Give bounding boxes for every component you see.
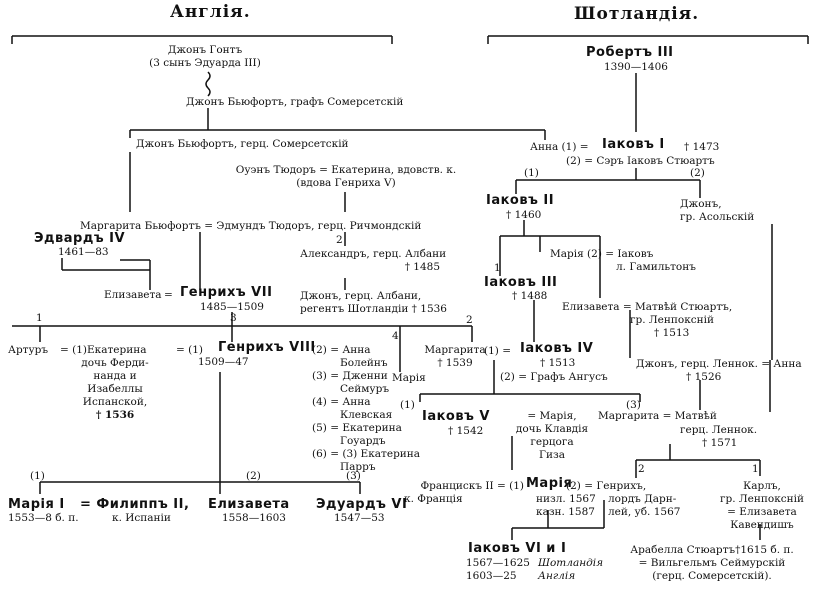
margaret-tudor xyxy=(420,344,490,370)
elizabeth-stewart-line-2: гр. Ленпоксній xyxy=(630,314,714,326)
john-gaunt-name: Джонъ Гонтъ xyxy=(167,44,243,56)
wife-4: (4) = Анна xyxy=(312,396,371,408)
james-vi-realm-england: Англія xyxy=(538,570,576,582)
darnley-line-1: лордъ Дарн- xyxy=(608,493,677,505)
elizabeth-i-years: 1558—1603 xyxy=(222,512,286,524)
wife-6: (6) = (3) Екатерина xyxy=(312,448,421,460)
james-iv-death: † 1513 xyxy=(540,357,576,369)
matthew-lennox-title: герц. Леннок. xyxy=(680,424,758,436)
james-vi-reign-england: 1603—25 xyxy=(466,570,517,582)
elizabeth-york: Елизавета xyxy=(104,289,162,301)
charles-lennox-wife: = Елизавета xyxy=(727,506,797,518)
henry-vii: Генрихъ VII xyxy=(180,285,273,300)
james-iii-death: † 1488 xyxy=(512,290,548,302)
mary-stuart-executed-text: казн. 1587 xyxy=(536,506,595,518)
elizabeth-stewart-line-1: Елизавета = Матвѣй Стюартъ, xyxy=(562,301,733,313)
marker-3a: (3) xyxy=(626,399,641,411)
charles-lennox xyxy=(712,480,812,532)
arabella-line-3: (герц. Сомерсетскій). xyxy=(652,570,772,582)
catherine-aragon xyxy=(60,344,170,422)
marker-n2c: 2 xyxy=(638,463,645,475)
anna-james-i: Анна (1) = xyxy=(530,141,589,153)
francis-ii-name: Францискъ II = (1) xyxy=(420,480,524,492)
wife-3: (3) = Дженни xyxy=(312,370,388,382)
mary-hamilton xyxy=(550,248,696,274)
arabella-stuart xyxy=(612,544,812,583)
owen-tudor xyxy=(226,164,466,190)
marker-n4a: 4 xyxy=(392,330,399,342)
mary-i-years: 1553—8 б. п. xyxy=(8,512,79,524)
header-scotland: Шотландія. xyxy=(574,4,700,24)
margaret-beaufort: Маргарита Бьюфортъ = Эдмундъ Тюдоръ, герц. Ричмондскій xyxy=(80,220,422,232)
marker-1a: (1) xyxy=(524,167,539,179)
francis-ii xyxy=(404,480,524,506)
wife-5-name: Гоуардъ xyxy=(340,435,386,447)
marker-2a: (2) xyxy=(690,167,705,179)
robert-iii-years: 1390—1406 xyxy=(604,61,668,73)
wife-4-name: Клевская xyxy=(340,409,393,421)
catherine-line-2: дочь Ферди- xyxy=(81,357,149,369)
james-i-death: † 1473 xyxy=(684,141,720,153)
john-albany-note: регентъ Шотландіи † 1536 xyxy=(300,303,447,315)
james-ii: Іаковъ II xyxy=(486,193,555,208)
catherine-line-6: † 1536 xyxy=(95,409,135,421)
darnley xyxy=(608,493,680,519)
margaret-tudor-death: † 1539 xyxy=(437,357,473,369)
marker-n2a: 2 xyxy=(336,234,343,246)
john-lennox-line-1: Джонъ, герц. Леннок. = Анна xyxy=(636,358,802,370)
mary-hamilton-line-2: л. Гамильтонъ xyxy=(616,261,696,273)
mary-guise xyxy=(502,410,602,462)
marker-n3a: 3 xyxy=(230,312,237,324)
charles-lennox-name: Карлъ, xyxy=(743,480,781,492)
james-vi-reign-scotland: 1567—1625 xyxy=(466,557,530,569)
marriage-sign: = xyxy=(164,289,173,301)
mary-stuart: Марія xyxy=(526,476,573,491)
marker-1c: (1) xyxy=(30,470,45,482)
marker-2b: (2) xyxy=(246,470,261,482)
margaret-tudor-name: Маргарита xyxy=(424,344,486,356)
marker-3b: (3) xyxy=(346,470,361,482)
angus: (2) = Графъ Ангусъ xyxy=(500,371,608,383)
james-ii-death: † 1460 xyxy=(506,209,542,221)
margaret-lennox: Маргарита = Матвѣй xyxy=(598,410,717,422)
john-atholl xyxy=(680,198,780,224)
catherine-line-3: нанда и xyxy=(93,370,137,382)
owen-tudor-name: Оуэнъ Тюдоръ = Екатерина, вдовств. к. xyxy=(235,164,457,176)
mary-stuart-marriage: (2) = Генрихъ, xyxy=(566,480,647,492)
john-atholl-name: Джонъ, xyxy=(680,198,722,210)
philip-ii-sub: к. Испаніи xyxy=(112,512,171,524)
alexander-albany-name: Александръ, герц. Албани xyxy=(300,248,447,260)
john-lennox xyxy=(636,358,802,384)
arabella-line-1: Арабелла Стюартъ†1615 б. п. xyxy=(630,544,794,556)
marker-n1b: 1 xyxy=(36,312,43,324)
catherine-line-4: Изабеллы xyxy=(87,383,143,395)
mary-guise-line-1: = Марія, xyxy=(527,410,577,422)
marker-1b: (1) xyxy=(400,399,415,411)
maria-short: Марія xyxy=(392,372,426,384)
henry-vii-years: 1485—1509 xyxy=(200,301,264,313)
wife-2-name: Болейнъ xyxy=(340,357,388,369)
alexander-albany-death: † 1485 xyxy=(404,261,440,273)
edward-vi: Эдуардъ VI xyxy=(316,497,408,512)
henry-viii-years: 1509—47 xyxy=(198,356,249,368)
james-stewart: (2) = Сэръ Іаковъ Стюартъ xyxy=(566,155,715,167)
marker-n2b: 2 xyxy=(466,314,473,326)
james-iv: Іаковъ IV xyxy=(520,341,594,356)
edward-vi-years: 1547—53 xyxy=(334,512,385,524)
edward-iv: Эдвардъ IV xyxy=(34,231,126,246)
arabella-line-2: = Вильгельмъ Сеймурскій xyxy=(638,557,786,569)
henry-viii: Генрихъ VIII xyxy=(218,340,316,355)
james-iii: Іаковъ III xyxy=(484,275,558,290)
charles-lennox-wife-name: Кавендишъ xyxy=(730,519,794,531)
mary-hamilton-line-1: Марія (2) = Іаковъ xyxy=(550,248,654,260)
matthew-lennox xyxy=(680,424,757,450)
mary-guise-line-2: дочь Клавдія xyxy=(515,423,589,435)
james-vi: Іаковъ VI и I xyxy=(468,541,567,556)
mary-stuart-deposed-text: низл. 1567 xyxy=(536,493,596,505)
darnley-line-2: лей, уб. 1567 xyxy=(608,506,681,518)
james-iv-pre: (1) = xyxy=(484,345,512,357)
james-vi-realm xyxy=(538,557,603,583)
mary-guise-line-4: Гиза xyxy=(539,449,565,461)
header-england: Англія. xyxy=(170,2,251,22)
james-i: Іаковъ I xyxy=(602,137,665,152)
john-beaufort-earl: Джонъ Бьюфортъ, графъ Сомерсетскій xyxy=(186,96,404,108)
mary-i: Марія I xyxy=(8,497,65,512)
james-v-death: † 1542 xyxy=(448,425,484,437)
robert-iii: Робертъ III xyxy=(586,45,674,60)
marker-n1a: 1 xyxy=(494,262,501,274)
alexander-albany xyxy=(300,248,447,274)
elizabeth-stewart-line-3: † 1513 xyxy=(654,327,690,339)
james-vi-reign xyxy=(466,557,530,583)
francis-ii-title: к. Франція xyxy=(404,493,463,505)
owen-tudor-note: (вдова Генриха V) xyxy=(296,177,396,189)
john-albany xyxy=(300,290,480,316)
matthew-lennox-death: † 1571 xyxy=(702,437,738,449)
john-beaufort-duke: Джонъ Бьюфортъ, герц. Сомерсетскій xyxy=(136,138,349,150)
catherine-line-5: Испанской, xyxy=(82,396,148,408)
john-atholl-title: гр. Асольскій xyxy=(680,211,755,223)
elizabeth-stewart xyxy=(562,301,732,340)
wife-3-name: Сеймуръ xyxy=(340,383,389,395)
charles-lennox-title: гр. Ленпоксній xyxy=(720,493,804,505)
james-vi-realm-scotland: Шотландія xyxy=(538,557,604,569)
wife-2: (2) = Анна xyxy=(312,344,371,356)
wife-6-name: Парръ xyxy=(340,461,376,473)
henry-viii-prefix: = (1) xyxy=(176,344,204,356)
arthur: Артуръ xyxy=(8,344,49,356)
mary-stuart-dates xyxy=(566,480,646,493)
mary-guise-line-3: герцога xyxy=(530,436,574,448)
john-lennox-line-2: † 1526 xyxy=(686,371,722,383)
john-gaunt-note: (3 сынъ Эдуарда III) xyxy=(149,57,261,69)
elizabeth-i: Елизавета xyxy=(208,497,290,512)
john-albany-name: Джонъ, герц. Албани, xyxy=(300,290,422,302)
marker-n1c: 1 xyxy=(752,463,759,475)
john-gaunt xyxy=(130,44,280,70)
james-v: Іаковъ V xyxy=(422,409,490,424)
wife-5: (5) = Екатерина xyxy=(312,422,402,434)
catherine-line-1: = (1)Екатерина xyxy=(60,344,147,356)
philip-ii: = Филиппъ II, xyxy=(80,497,190,512)
mary-stuart-deposed xyxy=(536,493,596,519)
edward-iv-years: 1461—83 xyxy=(58,246,109,258)
